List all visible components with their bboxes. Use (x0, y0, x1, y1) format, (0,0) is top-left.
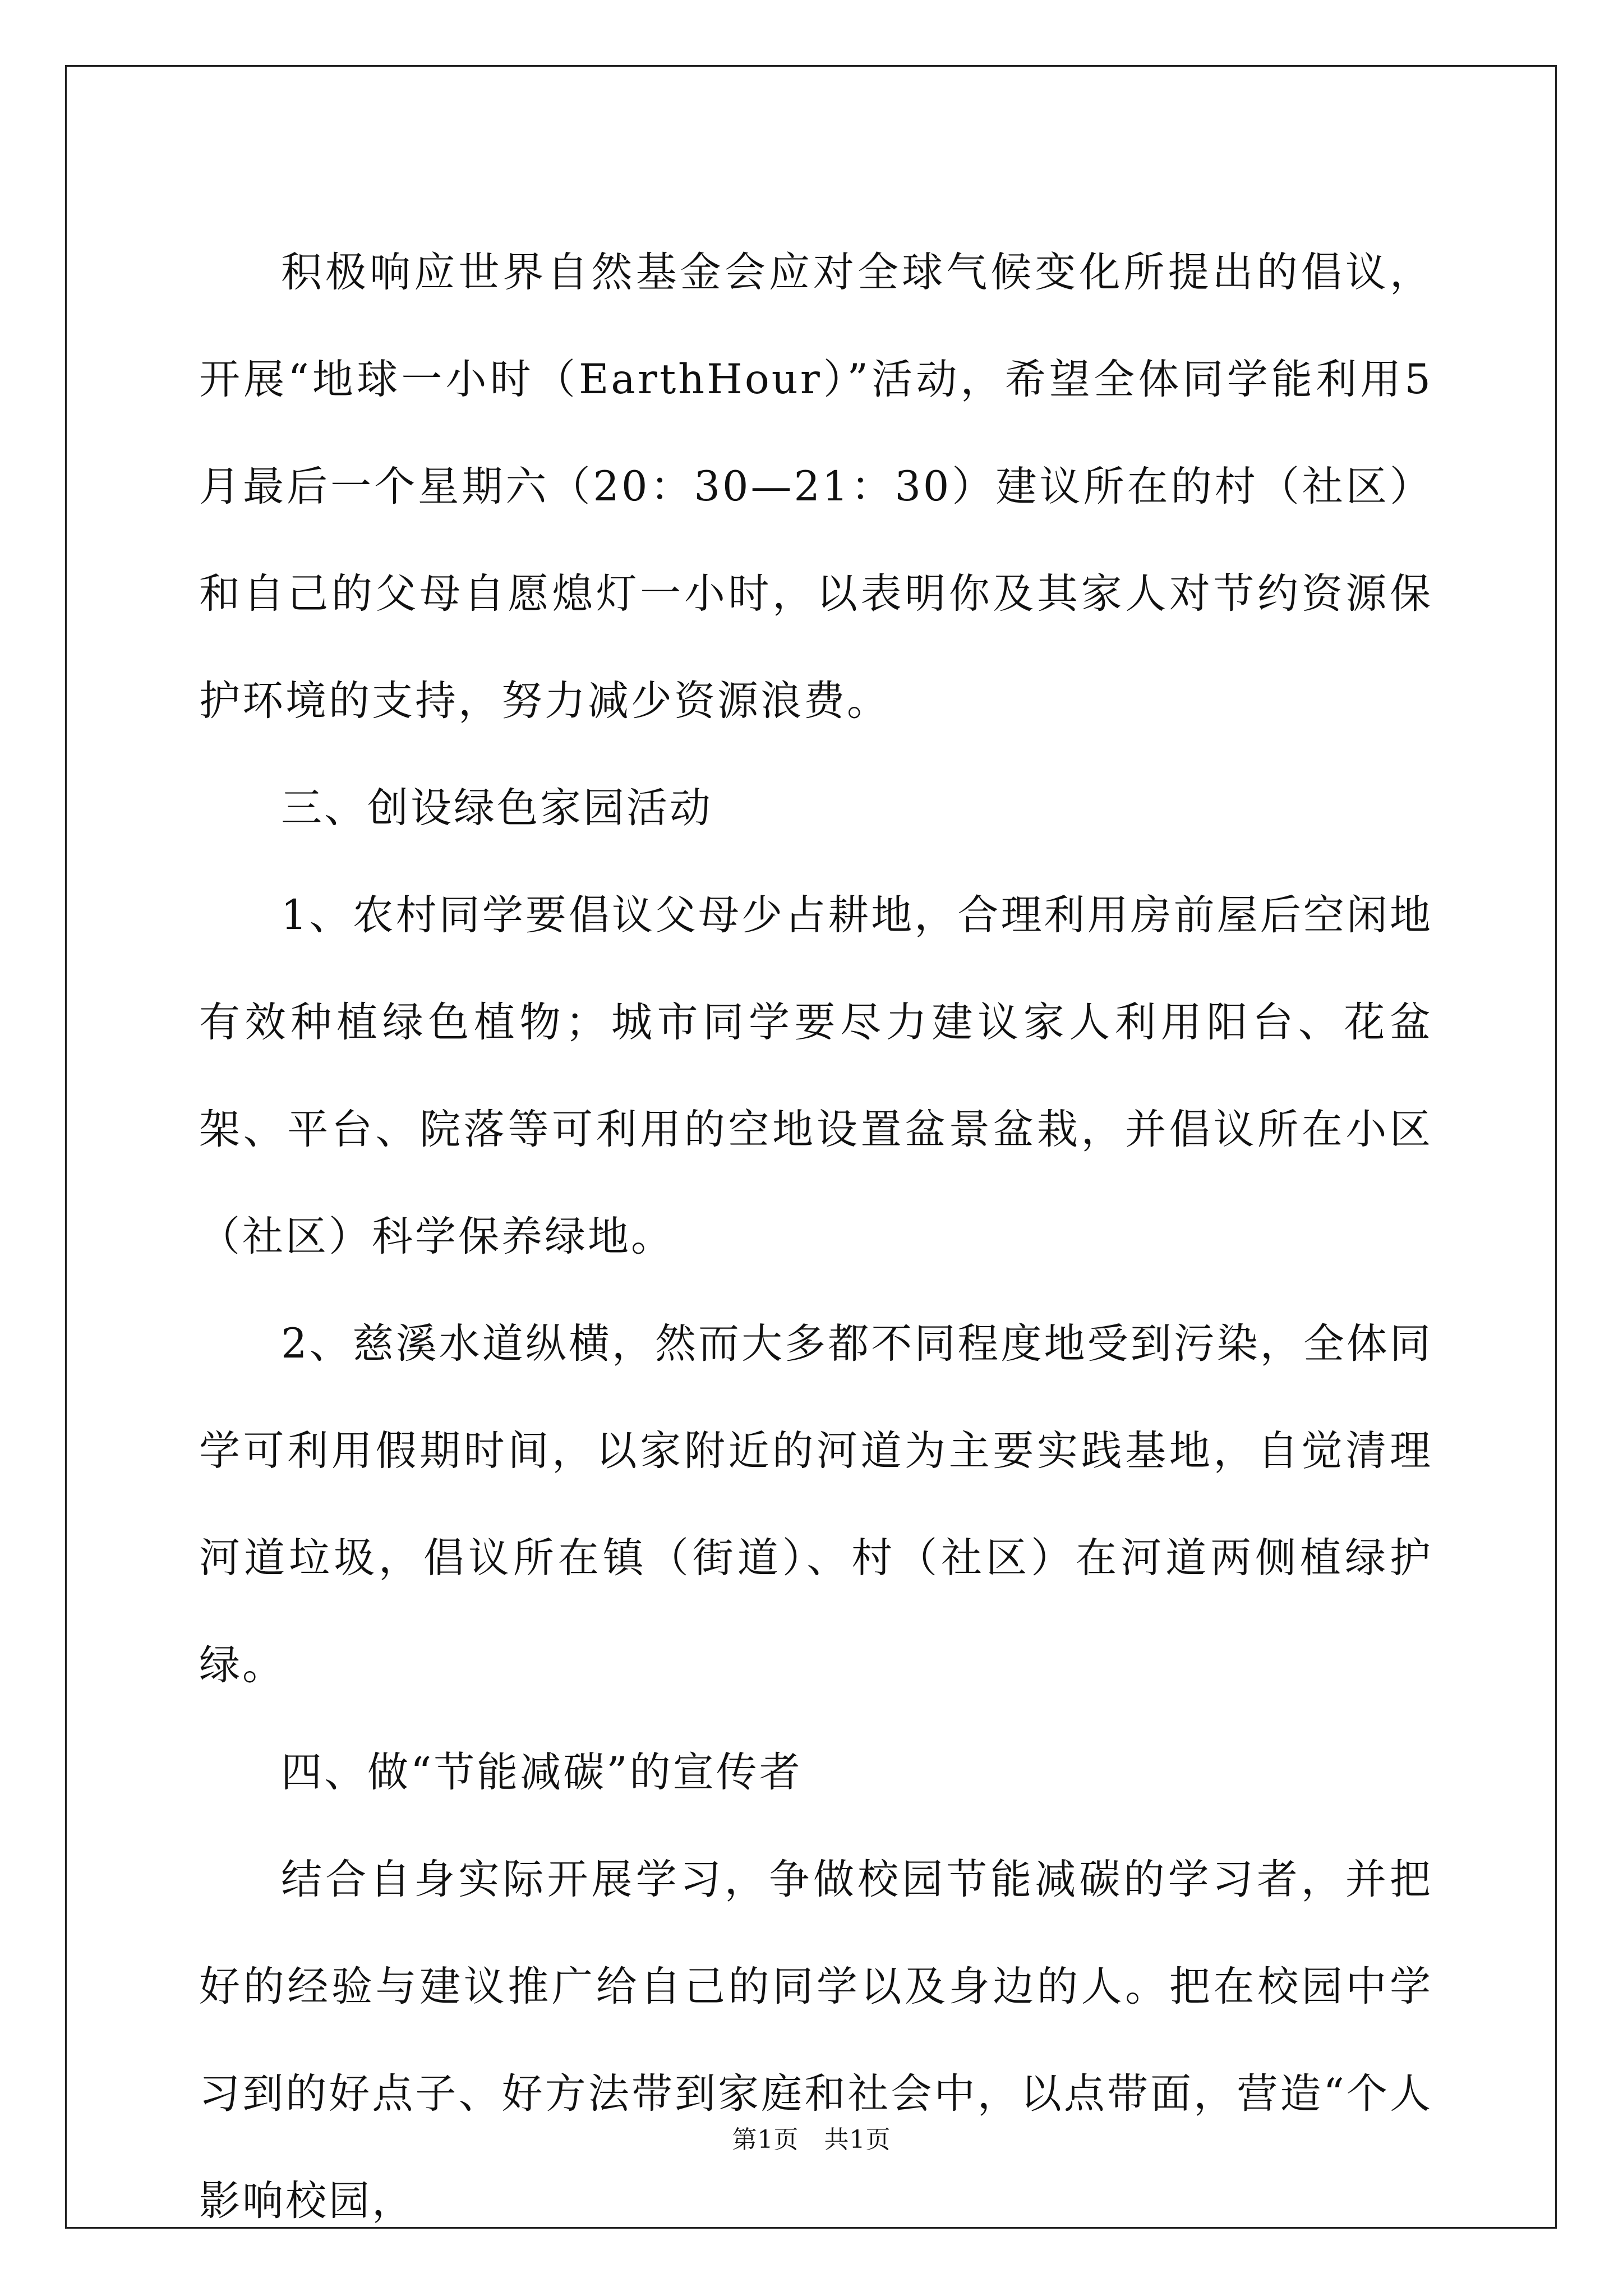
section-heading-promoter: 四、做“节能减碳”的宣传者 (281, 1749, 803, 1796)
page-number-footer: 第1页 共1页 (732, 2125, 891, 2154)
section-heading-green-home: 三、创设绿色家园活动 (281, 784, 713, 832)
document-body (199, 219, 1433, 2254)
paragraph-learning: 结合自身实际开展学习，争做校园节能减碳的学习者，并把好的经验与建议推广给自己的同学以及身边的人。把在校园中学习到的好点子、好方法带到家庭和社会中，以点带面，营造“个人影响校园， (199, 1856, 1433, 2225)
paragraph-planting: 1、农村同学要倡议父母少占耕地，合理利用房前屋后空闲地有效种植绿色植物；城市同学要尽力建议家人利用阳台、花盆架、平台、院落等可利用的空地设置盆景盆栽，并倡议所在小区（社区）科学保养绿地。 (199, 891, 1433, 1260)
paragraph-earth-hour: 积极响应世界自然基金会应对全球气候变化所提出的倡议，开展“地球一小时（EarthHour）”活动，希望全体同学能利用5月最后一个星期六（20：30—21：30）建议所在的村（社区）和自己的父母自愿熄灯一小时，以表明你及其家人对节约资源保护环境的支持，努力减少资源浪费。 (199, 249, 1433, 725)
paragraph-waterways: 2、慈溪水道纵横，然而大多都不同程度地受到污染，全体同学可利用假期时间，以家附近的河道为主要实践基地，自觉清理河道垃圾，倡议所在镇（街道）、村（社区）在河道两侧植绿护绿。 (199, 1320, 1433, 1689)
